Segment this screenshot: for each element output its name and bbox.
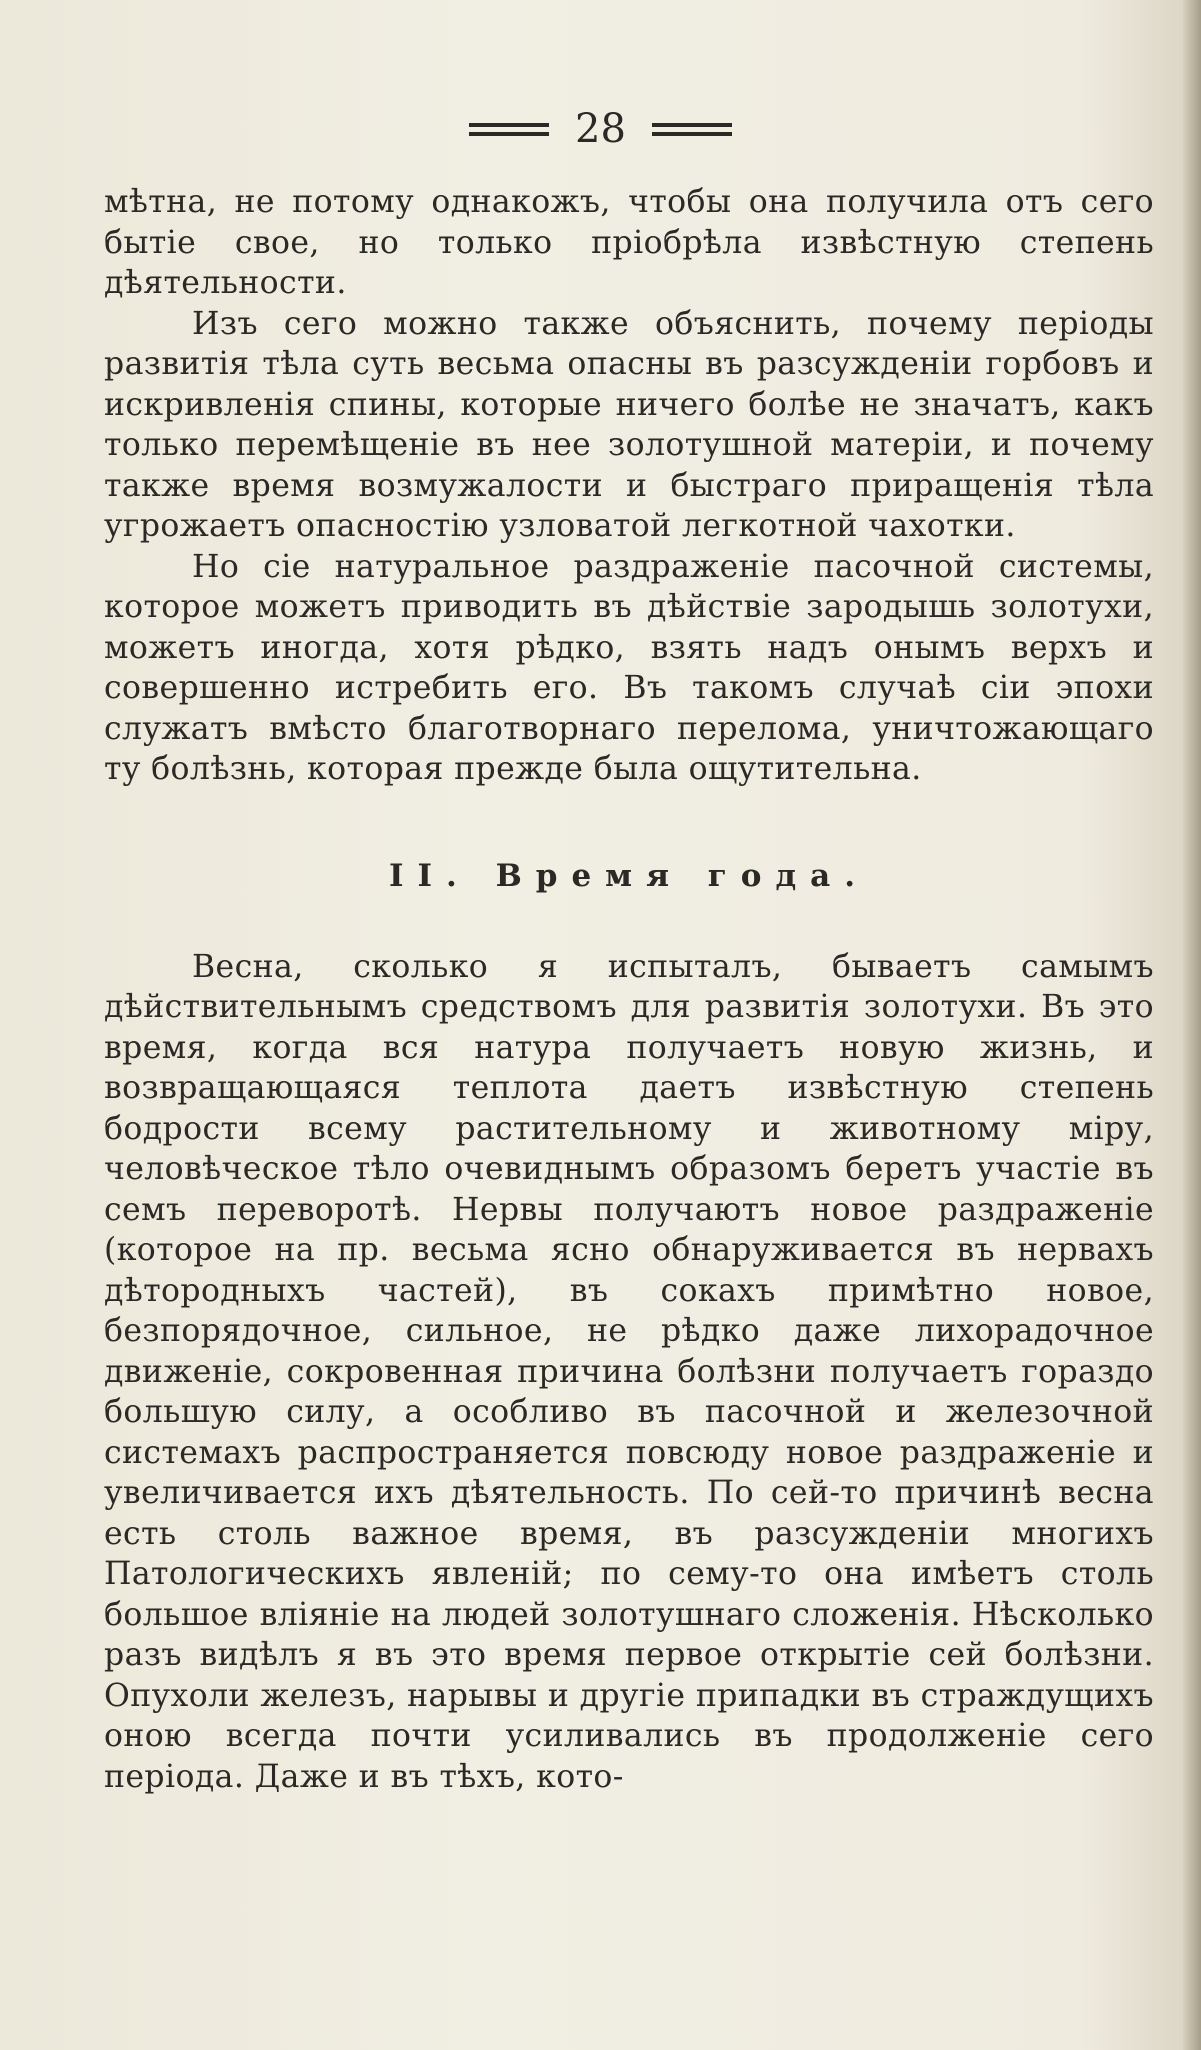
section-heading: II. Время года. [388, 857, 870, 894]
paragraph-2: Изъ сего можно также объяснить, почему періоды развитія тѣла суть весьма опасны въ разсужденіи горбовъ и искривленія спины, которые ничего болѣе не значатъ, какъ только перемѣщеніе въ нее золотушной матеріи, и почему также время возмужалости и быстраго приращенія тѣла угрожаетъ опасностію узловатой легкотной чахотки. [104, 305, 1154, 544]
page-edge [1183, 0, 1201, 2050]
paragraph-1: мѣтна, не потому однакожъ, чтобы она получила отъ сего бытіе свое, но только пріобрѣла извѣстную степень дѣятельности. [104, 184, 1154, 301]
paragraph-4: Весна, сколько я испыталъ, бываетъ самымъ дѣйствительнымъ средствомъ для развитія золотухи. Въ это время, когда вся натура получаетъ новую жизнь, и возвращающаяся теплота даетъ извѣстную степень бодрости всему растительному и животному міру, человѣческое тѣло очевиднымъ образомъ беретъ участіе въ семъ переворотѣ. Нервы получаютъ новое раздраженіе (которое на пр. весьма ясно обнаруживается въ нервахъ дѣтородныхъ частей), въ сокахъ примѣтно новое, безпорядочное, сильное, не рѣдко даже лихорадочное движеніе, сокровенная причина болѣзни получаетъ гораздо большую силу, а особливо въ пасочной и железочной системахъ распространяется повсюду новое раздраженіе и увеличивается ихъ дѣятельность. По сей-то причинѣ весна есть столь важное время, въ разсужденіи многихъ Патологическихъ явленій; по сему-то она имѣетъ столь большое вліяніе на людей золотушнаго сложенія. Нѣсколько разъ видѣлъ я въ это время первое открытіе сей болѣзни. Опухоли железъ, нарывы и другіе припадки въ страждущихъ оною всегда почти усиливались въ продолженіе сего періода. Даже и въ тѣхъ, кото- [104, 948, 1154, 1795]
right-ornament-rule [652, 123, 732, 136]
page-number: 28 [575, 106, 626, 152]
text-body [104, 182, 1154, 1797]
left-ornament-rule [469, 123, 549, 136]
page-header [0, 104, 1201, 154]
paragraph-3: Но сіе натуральное раздраженіе пасочной системы, которое можетъ приводить въ дѣйствіе зародышь золотухи, можетъ иногда, хотя рѣдко, взять надъ онымъ верхъ и совершенно истребить его. Въ такомъ случаѣ сіи эпохи служатъ вмѣсто благотворнаго перелома, уничтожающаго ту болѣзнь, которая прежде была ощутительна. [104, 548, 1154, 787]
